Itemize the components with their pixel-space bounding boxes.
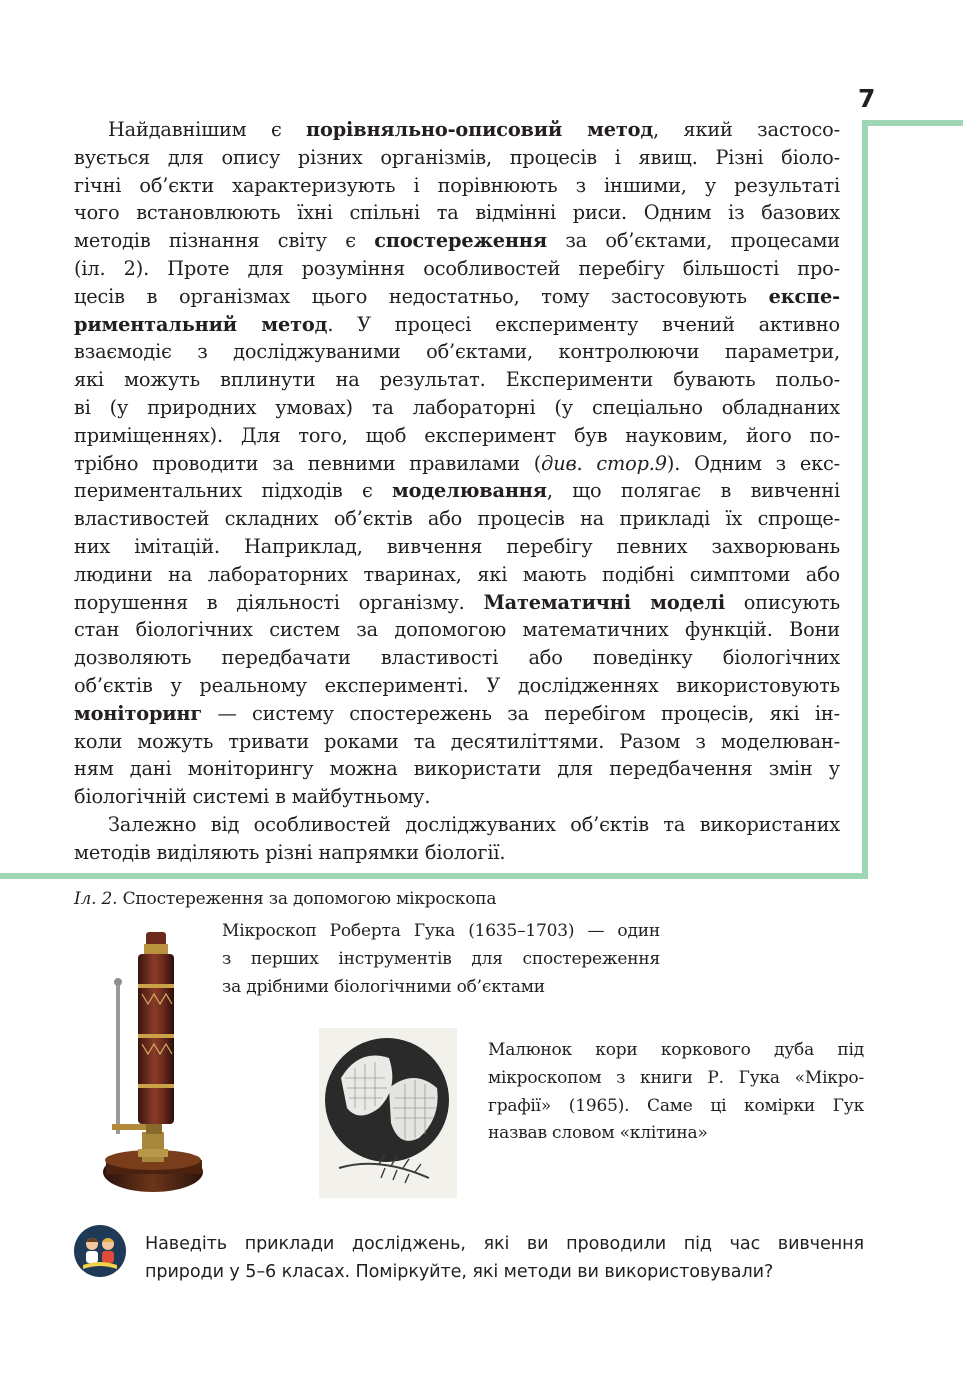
text-run: людини на лабораторних тваринах, які мають подібні симптоми або (74, 562, 840, 586)
text-run: (іл. 2). Проте для розуміння особливостей перебігу більшості про- (74, 256, 840, 280)
main-text (74, 116, 840, 867)
text-run: цесів в організмах цього недостатньо, тому застосовують (74, 284, 769, 308)
key-term: моделювання (392, 479, 547, 503)
text-line (74, 227, 840, 255)
text-line (74, 172, 840, 200)
key-term: моніторинг (74, 701, 203, 725)
figure-caption (74, 889, 496, 909)
text-run: чого встановлюють їхні спільні та відмінні риси. Одним із базових (74, 201, 840, 225)
cork-cells-drawing (319, 1028, 457, 1198)
key-term: спостереження (374, 229, 547, 253)
students-reading-icon (74, 1225, 126, 1277)
text-line (74, 783, 840, 811)
text-run: Найдавнішим є (108, 118, 307, 141)
task-line: природи у 5–6 класах. Поміркуйте, які методи ви використовували? (145, 1261, 774, 1282)
text-run: описують (725, 590, 840, 614)
text-run: них імітацій. Наприклад, вивчення перебігу певних захворювань (74, 534, 840, 558)
text-line (74, 283, 840, 311)
text-run: ві (у природних умовах) та лабораторні (у спеціально обладнаних (74, 395, 840, 419)
text-line (74, 199, 840, 227)
figure-label: Іл. 2. (74, 889, 118, 909)
microscope-caption (222, 919, 660, 1002)
text-run: . У процесі експерименту вчений активно (327, 312, 841, 336)
text-run: , що полягає в вивченні (546, 479, 840, 503)
text-line (74, 422, 840, 450)
text-run: стан біологічних систем за допомогою математичних функцій. Вони (74, 618, 840, 642)
text-run: коли можуть тривати роками та десятиліттями. Разом з моделюван- (74, 729, 840, 753)
text-run: властивостей складних об’єктів або процесів на прикладі їх спроще- (74, 507, 840, 531)
text-run: методів пізнання світу є (74, 229, 375, 253)
text-run: приміщеннях). Для того, щоб експеримент був науковим, його по- (74, 423, 840, 447)
text-run: методів виділяють різні напрямки біології. (74, 840, 506, 864)
microscope-caption-line: за дрібними біологічними об’єктами (222, 976, 545, 997)
accent-frame-bottom (0, 873, 868, 879)
text-line (74, 144, 840, 172)
text-run: ). Одним з екс- (666, 451, 840, 475)
text-line (74, 116, 840, 144)
page-number: 7 (858, 84, 876, 113)
microscope-caption-line: з перших інструментів для спостереження (222, 948, 660, 969)
text-line (74, 755, 840, 783)
page-reference: див. стор.9 (541, 451, 667, 475)
text-line (74, 839, 840, 867)
figure-caption-text: Спостереження за допомогою мікроскопа (122, 889, 497, 909)
hooke-microscope-image (98, 924, 208, 1196)
text-line (74, 450, 840, 478)
text-line (74, 394, 840, 422)
text-run: порушення в діяльності організму. (74, 590, 484, 614)
text-line (74, 255, 840, 283)
text-run: трібно проводити за певними правилами ( (74, 451, 542, 475)
text-run: біологічній системі в майбутньому. (74, 785, 431, 809)
cork-caption-line: назвав словом «клітина» (488, 1123, 708, 1144)
text-line (74, 505, 840, 533)
text-run: дозволяють передбачати властивості або поведінку біологічних (74, 646, 840, 670)
accent-frame-top (862, 120, 963, 126)
text-line (74, 811, 840, 839)
text-run: які можуть вплинути на результат. Експерименти бувають польо- (74, 368, 840, 392)
text-run: Залежно від особливостей досліджуваних об’єктів та використаних (108, 812, 840, 836)
text-line (74, 589, 840, 617)
text-run: ням дані моніторингу можна використати для передбачення змін у (74, 757, 840, 781)
cork-caption-line: графії» (1965). Саме ці комірки Гук (488, 1095, 864, 1116)
cork-caption (488, 1038, 864, 1149)
text-line (74, 366, 840, 394)
text-line (74, 533, 840, 561)
cork-caption-line: Малюнок кори коркового дуба під (488, 1040, 864, 1060)
text-run: периментальних підходів є (74, 479, 393, 503)
text-line (74, 672, 840, 700)
text-run: — систему спостережень за перебігом процесів, які ін- (202, 701, 840, 725)
text-run: вується для опису різних організмів, процесів і явищ. Різні біоло- (74, 145, 840, 169)
text-run: за об’єктами, процесами (546, 229, 840, 253)
key-term: порівняльно-описовий метод (306, 118, 654, 141)
text-line (74, 700, 840, 728)
text-line (74, 644, 840, 672)
text-line (74, 338, 840, 366)
accent-frame-right (862, 120, 868, 879)
text-run: , який застосо- (653, 118, 840, 141)
text-line (74, 616, 840, 644)
microscope-caption-line: Мікроскоп Роберта Гука (1635–1703) — один (222, 921, 660, 941)
text-run: гічні об’єкти характеризують і порівнюють з іншими, у результаті (74, 173, 840, 197)
task-line: Наведіть приклади досліджень, які ви проводили під час вивчення (145, 1234, 864, 1254)
text-line (74, 561, 840, 589)
discussion-task (145, 1231, 864, 1287)
text-run: взаємодіє з досліджуваними об’єктами, контролюючи параметри, (74, 340, 840, 364)
key-term: Математичні моделі (483, 590, 725, 614)
text-run: об’єктів у реальному експерименті. У дослідженнях використовують (74, 673, 840, 697)
text-line (74, 477, 840, 505)
key-term: риментальний метод (74, 312, 328, 336)
text-line (74, 728, 840, 756)
cork-caption-line: мікроскопом з книги Р. Гука «Мікро- (488, 1067, 864, 1088)
text-line (74, 311, 840, 339)
key-term: експе- (768, 284, 840, 308)
